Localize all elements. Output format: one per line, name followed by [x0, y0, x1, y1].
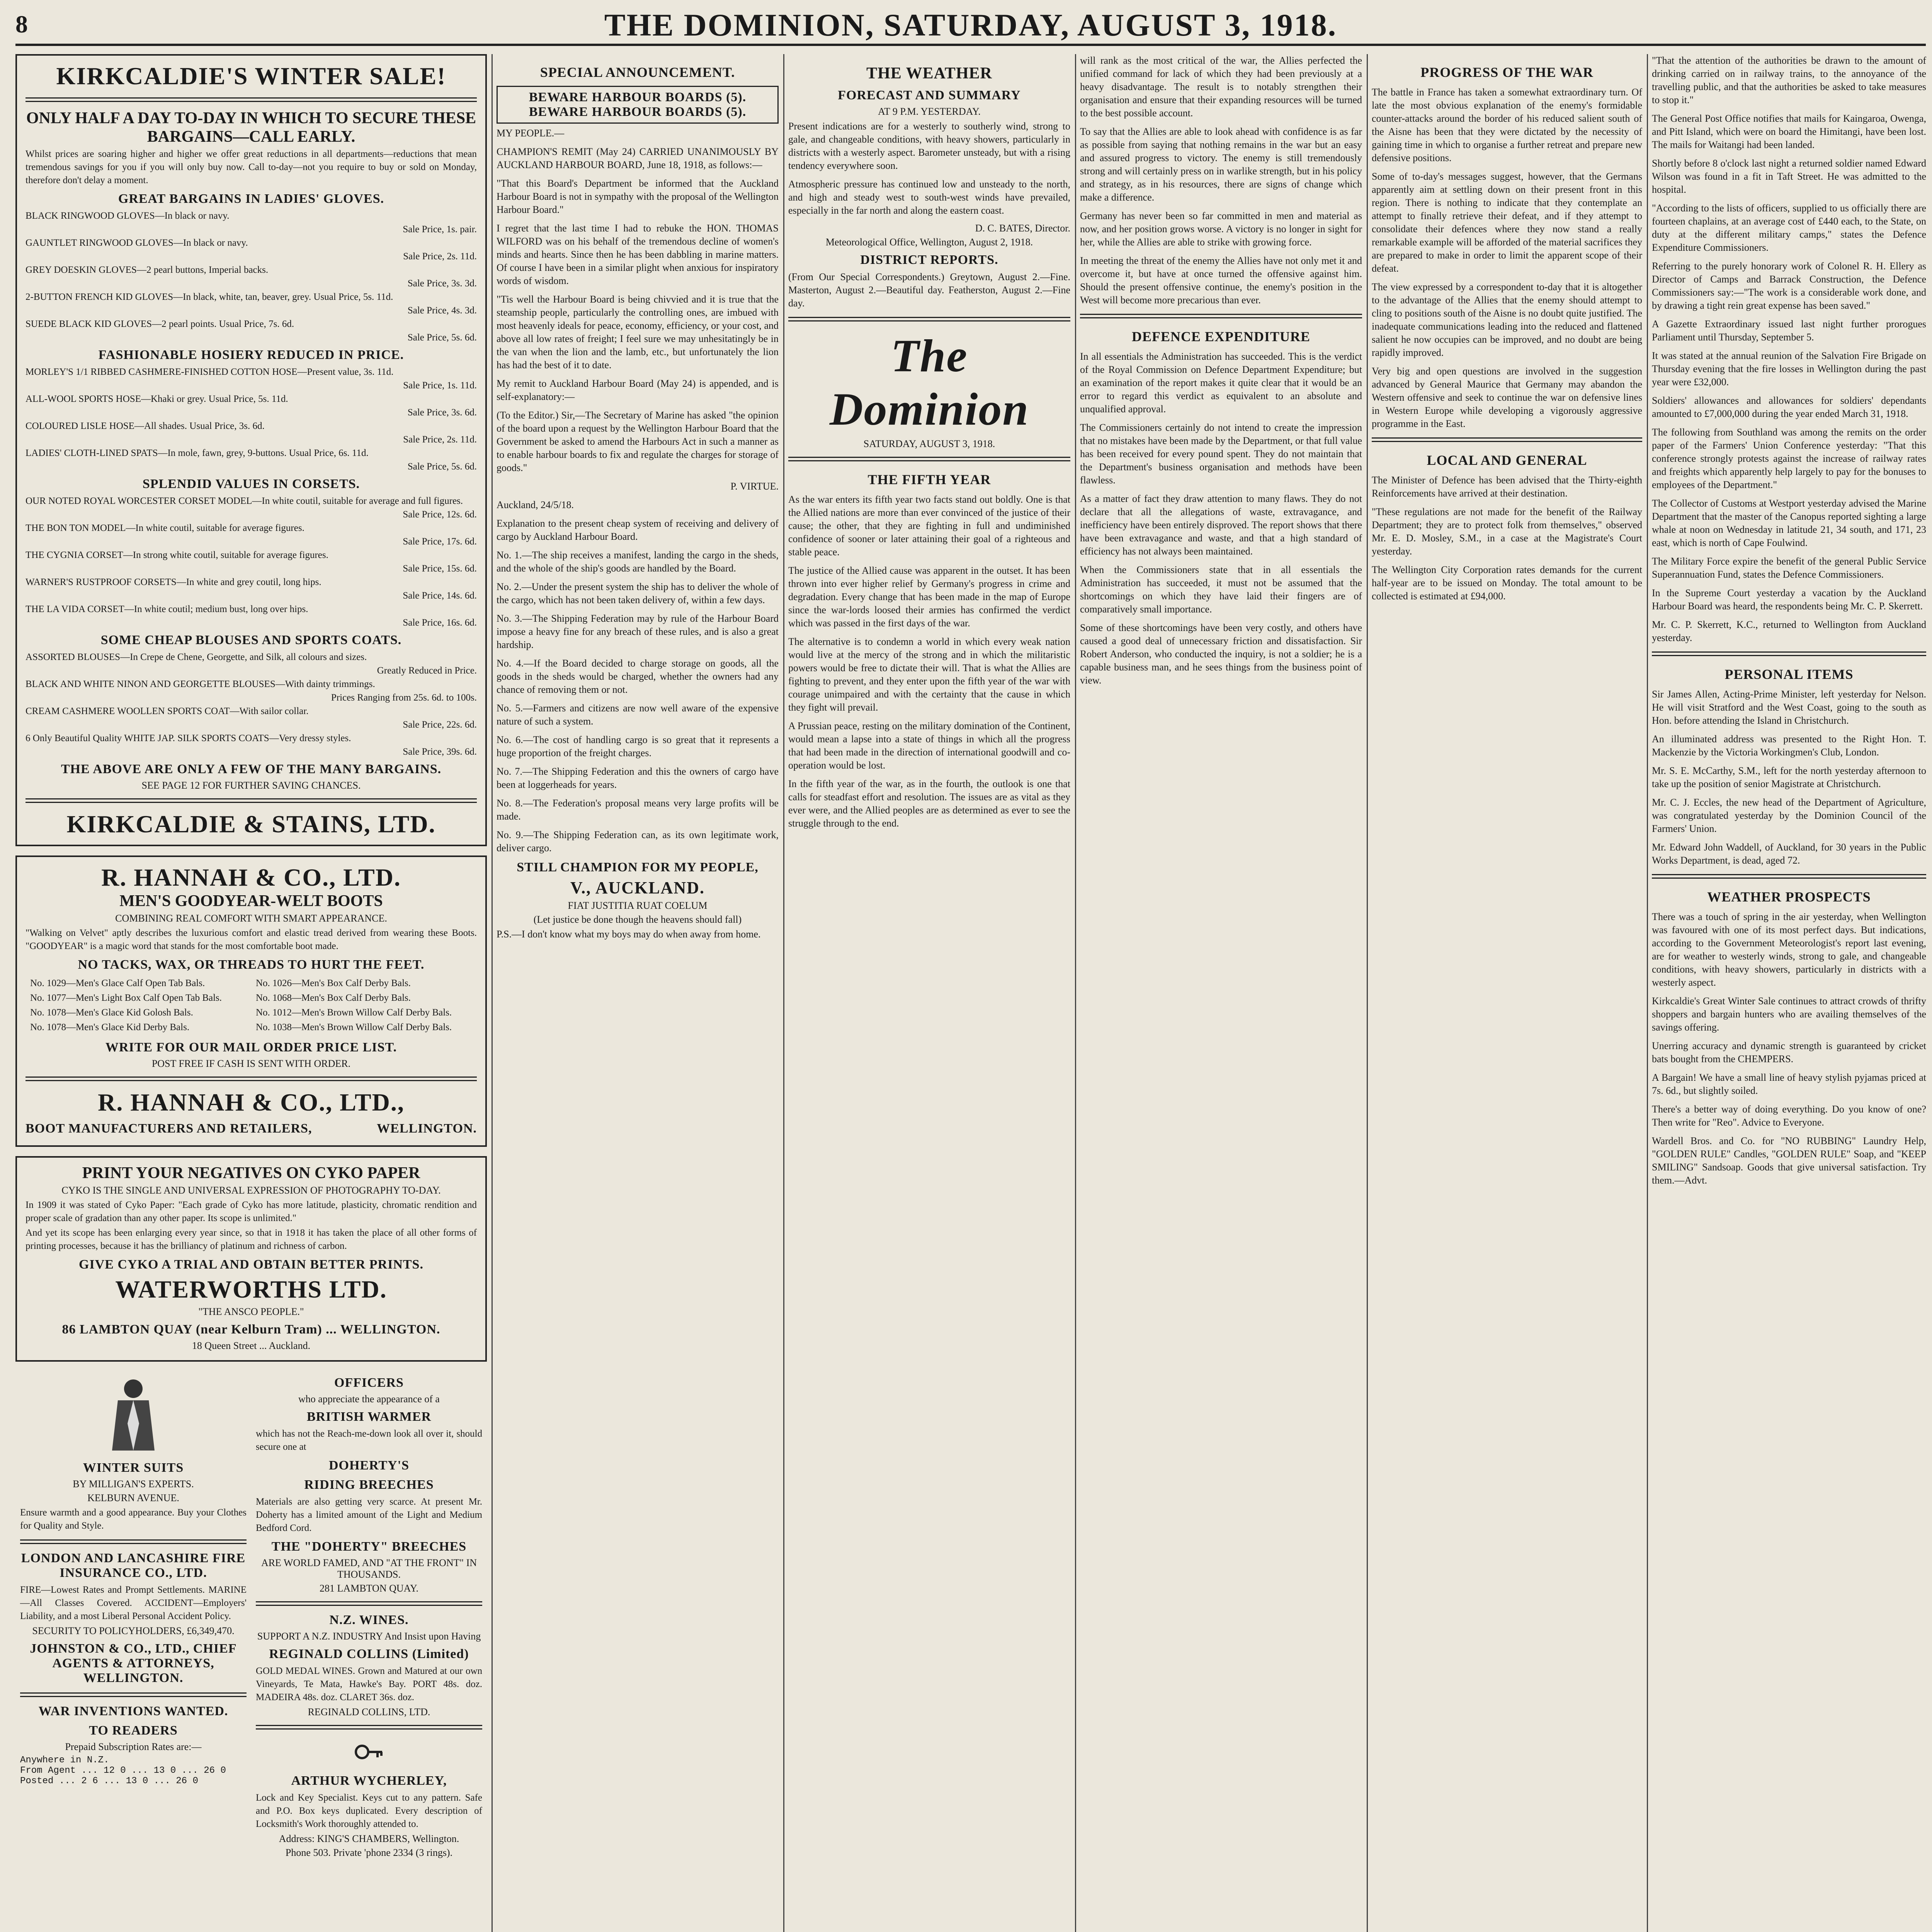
suit-illustration-icon: [100, 1377, 166, 1454]
paragraph: The General Post Office notifies that mails for Kaingaroa, Owenga, and Pitt Island, which were on board the Himitangi, have been lost. The mails for Waitangi had been landed.: [1652, 113, 1926, 150]
hosiery-item: MORLEY'S 1/1 RIBBED CASHMERE-FINISHED COTTON HOSE—Present value, 3s. 11d. Sale Price, 1s. 11d.: [26, 367, 477, 391]
paragraph: The following from Southland was among the remits on the order paper of the Farmers' Union Conference yesterday: "That this conference strongly protests against the increase of railway rates and freights which apparently help largely to pay for the bonuses to employees of the Department.": [1652, 427, 1926, 490]
paragraph: The Minister of Defence has been advised that the Thirty-eighth Reinforcements have arrived at their destination.: [1372, 474, 1642, 499]
ad-body: Lock and Key Specialist. Keys cut to any pattern. Safe and P.O. Box keys duplicated. Every description of Locksmith's Work thoroughly attended to.: [256, 1793, 482, 1829]
ad-body: In 1909 it was stated of Cyko Paper: "Each grade of Cyko has more latitude, plasticity, chromatic rendition and proper scale of gradation than any other paper. Its scope is unlimited.": [26, 1200, 477, 1223]
locksmith-address: Address: KING'S CHAMBERS, Wellington.: [279, 1833, 459, 1844]
paragraph: Atmospheric pressure has continued low and unsteady to the north, and high and steady west to south-west winds have prevailed, especially in the far north and along the eastern coast.: [788, 179, 1070, 216]
ad-body: FIRE—Lowest Rates and Prompt Settlements. MARINE—All Classes Covered. ACCIDENT—Employers' Liability, and a most Liberal Personal Accident Policy.: [20, 1585, 247, 1621]
footer-right: WELLINGTON.: [377, 1121, 477, 1136]
hosiery-item: LADIES' CLOTH-LINED SPATS—In mole, fawn, grey, 9-buttons. Usual Price, 6s. 11d. Sale Price, 5s. 6d.: [26, 448, 477, 472]
section-heading: FASHIONABLE HOSIERY REDUCED IN PRICE.: [98, 348, 404, 362]
section-heading: THE WEATHER: [866, 65, 992, 82]
divider: [1372, 437, 1642, 442]
store-address: 86 LAMBTON QUAY (near Kelburn Tram) ... WELLINGTON.: [62, 1322, 440, 1337]
paragraph: Wardell Bros. and Co. for "NO RUBBING" Laundry Help, "GOLDEN RULE" Candles, "GOLDEN RULE" Soap, and "KEEP SMILING" Sandsoap. Goods that give universal satisfaction. Try them.—Advt.: [1652, 1135, 1926, 1186]
paragraph: "These regulations are not made for the benefit of the Railway Department; they are to protect folk from themselves," observed Mr. E. D. Mosley, S.M., in a case at the Magistrate's Court yesterday.: [1372, 506, 1642, 557]
paragraph: No. 7.—The Shipping Federation and this the owners of cargo have been at loggerheads for years.: [497, 766, 779, 790]
paragraph: Shortly before 8 o'clock last night a returned soldier named Edward Wilson was found in a fit in Taft Street. He was admitted to the hospital.: [1652, 158, 1926, 195]
paragraph: No. 4.—If the Board decided to charge storage on goods, all the goods in the sheds would be charged, whether the owners had any chance of removing them or not.: [497, 658, 779, 695]
divider: [1652, 874, 1926, 879]
section-heading: LOCAL AND GENERAL: [1427, 452, 1587, 468]
dateline: Meteorological Office, Wellington, August 2, 1918.: [825, 236, 1033, 248]
kirkcaldie-ad: [15, 54, 487, 846]
news-column-right: [1652, 54, 1926, 1932]
tagline: COMBINING REAL COMFORT WITH SMART APPEARANCE.: [115, 913, 387, 924]
signature: D. C. BATES, Director.: [975, 223, 1070, 234]
editorial-column: [788, 54, 1070, 1932]
insurance-title: LONDON AND LANCASHIRE FIRE INSURANCE CO., LTD.: [21, 1551, 246, 1580]
paragraph: No. 6.—The cost of handling cargo is so great that it represents a huge proportion of the freight charges.: [497, 734, 779, 759]
boot-item: No. 1078—Men's Glace Kid Derby Bals.: [30, 1022, 190, 1032]
wines-support: SUPPORT A N.Z. INDUSTRY And Insist upon Having: [257, 1631, 481, 1642]
divider: [1652, 651, 1926, 656]
hannah-ad: [15, 855, 487, 1147]
announcement-column: [497, 54, 779, 1932]
paragraph: As a matter of fact they draw attention to many flaws. They do not declare that all the allegations of waste, extravagance, and inefficiency have been entirely disproved. The report shows that there have been extravagance and waste, and that a high standard of efficiency has not always been maintained.: [1080, 493, 1362, 557]
ad-footer: THE ABOVE ARE ONLY A FEW OF THE MANY BARGAINS.: [61, 762, 442, 776]
boot-item: No. 1029—Men's Glace Calf Open Tab Bals.: [30, 978, 205, 988]
doherty-address: 281 LAMBTON QUAY.: [320, 1583, 418, 1594]
blouse-item: ASSORTED BLOUSES—In Crepe de Chene, Georgette, and Silk, all colours and sizes. Greatly Reduced in Price.: [26, 652, 477, 676]
corset-item: WARNER'S RUSTPROOF CORSETS—In white and grey coutil, long hips. Sale Price, 14s. 6d.: [26, 577, 477, 601]
milligan-address: KELBURN AVENUE.: [87, 1492, 179, 1503]
divider: [788, 457, 1070, 461]
readers-title: TO READERS: [89, 1723, 178, 1738]
news-column: [1372, 54, 1642, 1932]
small-ads-right: [251, 1371, 487, 1861]
hosiery-item: ALL-WOOL SPORTS HOSE—Khaki or grey. Usual Price, 5s. 11d. Sale Price, 3s. 6d.: [26, 394, 477, 418]
divider: [1080, 314, 1362, 318]
paragraph: (To the Editor.) Sir,—The Secretary of Marine has asked "the opinion of the board upon a request by the Wellington Harbour Board that the Government be asked to amend the Harbours Act in such a manner as to enable harbour boards to fix and regulate the charges for storage of goods.": [497, 410, 779, 473]
ad-subheading: ONLY HALF A DAY TO-DAY IN WHICH TO SECURE THESE BARGAINS—CALL EARLY.: [26, 109, 476, 146]
paragraph: The justice of the Allied cause was apparent in the outset. It has been thrown into ever higher relief by Germany's progress in crime and degradation. Every change that has been made in the map of Europe since the war-lords loosed their armies has confirmed the verdict which was passed in the first days of the war.: [788, 565, 1070, 629]
ad-note: NO TACKS, WAX, OR THREADS TO HURT THE FEET.: [78, 957, 425, 972]
advert-column: [15, 54, 487, 1932]
store-name: R. HANNAH & CO., LTD.,: [98, 1088, 405, 1116]
weather-subheading: FORECAST AND SUMMARY: [838, 88, 1021, 102]
column-rule: [1075, 54, 1076, 1932]
divider: [20, 1539, 247, 1544]
winter-suits-title: WINTER SUITS: [83, 1461, 184, 1475]
key-icon: [354, 1736, 384, 1767]
ad-heading: PRINT YOUR NEGATIVES ON CYKO PAPER: [82, 1164, 420, 1182]
blouse-item: CREAM CASHMERE WOOLLEN SPORTS COAT—With sailor collar. Sale Price, 22s. 6d.: [26, 706, 477, 730]
breeches-tagline: ARE WORLD FAMED, AND "AT THE FRONT" IN THOUSANDS.: [261, 1557, 477, 1580]
motto: FIAT JUSTITIA RUAT COELUM: [568, 900, 707, 911]
page-title: THE DOMINION, SATURDAY, AUGUST 3, 1918.: [604, 7, 1337, 43]
store-address: 18 Queen Street ... Auckland.: [192, 1340, 311, 1351]
paragraph: "That this Board's Department be informed that the Auckland Harbour Board is not in sympathy with the proposal of the Wellington Harbour Board.": [497, 178, 779, 215]
paragraph: Mr. S. E. McCarthy, S.M., left for the north yesterday afternoon to take up the position of senior Magistrate at Christchurch.: [1652, 765, 1926, 789]
paragraph: A Gazette Extraordinary issued last night further prorogues Parliament until Thursday, September 5.: [1652, 318, 1926, 343]
corset-item: THE BON TON MODEL—In white coutil, suitable for average figures. Sale Price, 17s. 6d.: [26, 523, 477, 547]
paragraph: No. 3.—The Shipping Federation may by rule of the Harbour Board impose a heavy fine for any breach of these rules, and is also a great hardship.: [497, 613, 779, 650]
boot-list: [26, 975, 477, 1036]
paragraph: The Collector of Customs at Westport yesterday advised the Marine Department that the master of the Canopus reported sighting a large whale at noon on Wednesday in latitude 21, 34 south, and 171, 23 east, which is north of Cape Foulwind.: [1652, 498, 1926, 548]
boot-item: No. 1026—Men's Box Calf Derby Bals.: [256, 978, 411, 988]
milligan-title: BY MILLIGAN'S EXPERTS.: [73, 1478, 194, 1490]
small-ads-left: [15, 1371, 251, 1861]
paragraph: The battle in France has taken a somewhat extraordinary turn. Of late the most obvious explanation of the enemy's formidable counter-attacks around the border of his reduced salient south of the Aisne has been that they were dictated by the necessity of gaining time in which to organise a further retreat and prepare new defensive positions.: [1372, 87, 1642, 163]
dateline: Auckland, 24/5/18.: [497, 499, 574, 510]
section-heading: PERSONAL ITEMS: [1725, 667, 1854, 682]
paragraph: Unerring accuracy and dynamic strength is guaranteed by cricket bats bought from the CHEMPERS.: [1652, 1040, 1926, 1065]
divider: [256, 1601, 482, 1606]
footer-left: BOOT MANUFACTURERS AND RETAILERS,: [26, 1121, 312, 1136]
product-title: MEN'S GOODYEAR-WELT BOOTS: [119, 892, 383, 910]
paragraph: No. 2.—Under the present system the ship has to deliver the whole of the cargo, which has not been taken delivery of, within a few days.: [497, 581, 779, 605]
paragraph: Referring to the purely honorary work of Colonel R. H. Ellery as Director of Camps and Barrack Construction, the Defence Commissioners say:—"The work is a considerable work done, and by drawing a tight rein great expense has been saved.": [1652, 260, 1926, 311]
glove-item: 2-BUTTON FRENCH KID GLOVES—In black, white, tan, beaver, grey. Usual Price, 5s. 11d. Sale Price, 4s. 3d.: [26, 292, 477, 316]
mail-order-note: WRITE FOR OUR MAIL ORDER PRICE LIST.: [105, 1040, 397, 1054]
section-heading: SPECIAL ANNOUNCEMENT.: [540, 65, 735, 80]
section-heading: WEATHER PROSPECTS: [1707, 889, 1871, 905]
paragraph: CHAMPION'S REMIT (May 24) CARRIED UNANIMOUSLY BY AUCKLAND HARBOUR BOARD, June 18, 1918, as follows:—: [497, 146, 779, 170]
ad-body: Materials are also getting very scarce. At present Mr. Doherty has a limited amount of the Light and Medium Bedford Cord.: [256, 1497, 482, 1533]
paragraph: A Bargain! We have a small line of heavy stylish pyjamas priced at 7s. 6d., but slightly soiled.: [1652, 1072, 1926, 1096]
wines-title: N.Z. WINES.: [329, 1613, 409, 1627]
ad-heading: KIRKCALDIE'S WINTER SALE!: [56, 62, 446, 90]
paragraph: It was stated at the annual reunion of the Salvation Fire Brigade on Thursday evening that the fire losses in Wellington during the past year were £32,000.: [1652, 350, 1926, 388]
paragraph: (From Our Special Correspondents.) Greytown, August 2.—Fine. Masterton, August 2.—Beautiful day. Featherston, August 2.—Fine day.: [788, 271, 1070, 309]
ad-body: which has not the Reach-me-down look all over it, should secure one at: [256, 1429, 482, 1452]
store-name: WATERWORTHS LTD.: [115, 1276, 387, 1303]
masthead: [15, 7, 1926, 46]
paragraph: Germany has never been so far committed in men and material as now, and her position grows worse. A victory is no longer in sight for her, while the Allies are able to strike with growing force.: [1080, 210, 1362, 248]
paragraph: Soldiers' allowances and allowances for soldiers' dependants amounted to £7,000,000 during the year ended March 31, 1918.: [1652, 395, 1926, 419]
paragraph: The Commissioners certainly do not intend to create the impression that no mistakes have been made by the Department, or that full value has been received for every pound spent. They do not maintain that the Department's business organisation and methods have been flawless.: [1080, 422, 1362, 486]
divider: [788, 317, 1070, 321]
blouse-item: BLACK AND WHITE NINON AND GEORGETTE BLOUSES—With dainty trimmings. Prices Ranging from 25s. 6d. to 100s.: [26, 679, 477, 703]
paragraph: The alternative is to condemn a world in which every weak nation would live at the mercy of the strong and in which the militaristic powers would be free to dictate their will. That is what the Allies are fighting to prevent, and they enter upon the fifth year of the war with courage unimpaired and with the certainty that the cause in which they fight will prevail.: [788, 636, 1070, 713]
paragraph: In all essentials the Administration has succeeded. This is the verdict of the Royal Commission on Defence Department Expenditure; but an examination of the report makes it quite clear that it would be an error to regard this verdict as equivalent to an absolute and unqualified approval.: [1080, 351, 1362, 415]
officers-title: OFFICERS: [334, 1376, 404, 1390]
ad-subheading: CYKO IS THE SINGLE AND UNIVERSAL EXPRESSION OF PHOTOGRAPHY TO-DAY.: [61, 1185, 441, 1196]
wines-maker: REGINALD COLLINS (Limited): [269, 1647, 469, 1661]
paragraph: There was a touch of spring in the air yesterday, when Wellington was favoured with one of its most perfect days. But indications, according to the Government Meteorologist's report last evening, are for weather to westerly winds, strong to gale, and changeable conditions, with heavy showers, particularly in districts with a westerly aspect.: [1652, 911, 1926, 988]
glove-item: GAUNTLET RINGWOOD GLOVES—In black or navy. Sale Price, 2s. 11d.: [26, 238, 477, 262]
paragraph: Some of these shortcomings have been very costly, and others have caused a good deal of unnecessary friction and dissatisfaction. Sir Robert Anderson, who conducted the inquiry, is not a soldier; he is a capable business man, and he sees things from the business point of view.: [1080, 622, 1362, 686]
paragraph: In meeting the threat of the enemy the Allies have not only met it and overcome it, but have at once turned the offensive against him. Should the present offensive continue, the enemy's position in the West will become more precarious than ever.: [1080, 255, 1362, 306]
paragraph: "According to the lists of officers, supplied to us officially there are fourteen chaplains, at an average cost of £440 each, to the State, on duty at the different military camps," states the Defence Expenditure Commissioners.: [1652, 202, 1926, 253]
ad-body: who appreciate the appearance of a: [298, 1393, 440, 1405]
section-heading: PROGRESS OF THE WAR: [1420, 65, 1594, 80]
ad-body: GOLD MEDAL WINES. Grown and Matured at our own Vineyards, Te Mata, Hawke's Bay. PORT 48s. doz. MADEIRA 48s. doz. CLARET 36s. doz.: [256, 1666, 482, 1702]
paragraph: Present indications are for a westerly to southerly wind, strong to gale, and changeable conditions, with heavy showers, particularly in districts with a westerly aspect. Barometer unsteady, but with a rising tendency everywhere soon.: [788, 121, 1070, 171]
boot-item: No. 1068—Men's Box Calf Derby Bals.: [256, 993, 411, 1003]
greeting: MY PEOPLE.—: [497, 128, 565, 139]
glove-item: SUEDE BLACK KID GLOVES—2 pearl points. Usual Price, 7s. 6d. Sale Price, 5s. 6d.: [26, 319, 477, 343]
inventions-title: WAR INVENTIONS WANTED.: [38, 1704, 228, 1718]
divider: [26, 97, 477, 102]
subs-row: Anywhere in N.Z.: [20, 1755, 109, 1765]
section-heading: SOME CHEAP BLOUSES AND SPORTS COATS.: [100, 633, 402, 647]
boot-item: No. 1012—Men's Brown Willow Calf Derby Bals.: [256, 1007, 452, 1018]
paragraph: Some of to-day's messages suggest, however, that the Germans apparently aim at settling down on their present front in this region. There is nothing to indicate that they contemplate an attempt to finally retrieve their defeat, and if they attempt to consolidate their defences where they now stand a really remarkable example will be afforded of the material sacrifices they are prepared to make in order to limit the apparent scope of their defeat.: [1372, 171, 1642, 274]
column-rule: [492, 54, 493, 1932]
divider: [26, 1077, 477, 1081]
paragraph: In the fifth year of the war, as in the fourth, the outlook is one that calls for steadfast effort and resolution. The issues are as vital as they ever were, and the Allied peoples are as determined as ever to see the struggle through to the end.: [788, 778, 1070, 829]
subs-row: Posted ... 2 6 ... 13 0 ... 26 0: [20, 1776, 198, 1786]
ad-body: "Walking on Velvet" aptly describes the luxurious comfort and elastic tread derived from wearing these Boots. "GOODYEAR" is a magic word that stands for the most comfortable boot made.: [26, 928, 477, 951]
divider: [20, 1692, 247, 1697]
subs-title: Prepaid Subscription Rates are:—: [65, 1741, 202, 1752]
paragraph: The Wellington City Corporation rates demands for the current half-year are to be issued on Monday. The total amount to be collected is estimated at £94,000.: [1372, 564, 1642, 602]
paragraph: Mr. C. P. Skerrett, K.C., returned to Wellington from Auckland yesterday.: [1652, 619, 1926, 643]
paragraph: Kirkcaldie's Great Winter Sale continues to attract crowds of thrifty shoppers and bargain hunters who are availing themselves of the savings offering.: [1652, 995, 1926, 1033]
locksmith-phone: Phone 503. Private 'phone 2334 (3 rings).: [285, 1847, 453, 1858]
post-note: POST FREE IF CASH IS SENT WITH ORDER.: [151, 1058, 351, 1069]
corset-item: THE LA VIDA CORSET—In white coutil; medium bust, long over hips. Sale Price, 16s. 6d.: [26, 604, 477, 628]
column-rule: [783, 54, 784, 1932]
paragraph: My remit to Auckland Harbour Board (May 24) is appended, and is self-explanatory:—: [497, 378, 779, 402]
editorial-heading: DEFENCE EXPENDITURE: [1131, 329, 1311, 344]
breeches-title: THE "DOHERTY" BREECHES: [271, 1539, 467, 1554]
signoff: STILL CHAMPION FOR MY PEOPLE,: [517, 860, 759, 874]
paragraph: No. 8.—The Federation's proposal means very large profits will be made.: [497, 798, 779, 822]
small-ads: [15, 1371, 487, 1861]
ad-heading: R. HANNAH & CO., LTD.: [101, 864, 401, 891]
signoff-name: V., AUCKLAND.: [570, 878, 705, 897]
column-rule: [1647, 54, 1648, 1932]
ad-cta: GIVE CYKO A TRIAL AND OBTAIN BETTER PRINTS.: [79, 1257, 423, 1272]
ad-body: Ensure warmth and a good appearance. Buy your Clothes for Quality and Style.: [20, 1507, 247, 1531]
paragraph: When the Commissioners state that in all essentials the Administration has succeeded, it must not be assumed that the shortcomings on which they have laid their fingers are of comparatively small importance.: [1080, 564, 1362, 615]
district-heading: DISTRICT REPORTS.: [860, 253, 998, 267]
paragraph: No. 9.—The Shipping Federation can, as its own legitimate work, deliver cargo.: [497, 829, 779, 854]
weather-time: AT 9 P.M. YESTERDAY.: [878, 106, 981, 117]
paragraph: "Tis well the Harbour Board is being chivvied and it is true that the steamship people, particularly the controlling ones, are imbued with most heavenly ideals for peace, economy, efficiency, or your cost, and above all low rates of freight; I feel sure we may unhesitatingly be in the van when the lion and the lamb, etc., but unfortunately the lion has had the best of it to date.: [497, 294, 779, 371]
paragraph: will rank as the most critical of the war, the Allies perfected the unified command for lack of which they had been previously at a heavy disadvantage. The result is to notably strengthen their organisation and ensure that their expanding resources will be turned to the best possible account.: [1080, 55, 1362, 119]
divider: [26, 798, 477, 803]
paragraph: Sir James Allen, Acting-Prime Minister, left yesterday for Nelson. He will visit Stratford and the West Coast, going to the south as Hon. before attending the Island in Christchurch.: [1652, 689, 1926, 726]
paragraph: I regret that the last time I had to rebuke the HON. THOMAS WILFORD was on his behalf of the tremendous decline of women's minds and hearts. Since then he has been dabbling in marine matters. Of course I have been in a similar plight when anxious for inspiratory words of wisdom.: [497, 223, 779, 286]
paragraph: The Military Force expire the benefit of the general Public Service Superannuation Fund, states the Defence Commissioners.: [1652, 556, 1926, 580]
motto-translation: (Let justice be done though the heavens should fall): [533, 914, 742, 925]
ad-footer: SEE PAGE 12 FOR FURTHER SAVING CHANCES.: [141, 780, 361, 791]
paragraph: A Prussian peace, resting on the military domination of the Continent, would mean a lapse into a state of things in which all the progress that had been made in the direction of international goodwill and co-operation would be lost.: [788, 720, 1070, 771]
paragraph: The view expressed by a correspondent to-day that it is altogether to the advantage of the Allies that the enemy should attempt to cling to positions south of the Aisne is no doubt quite justified. The inadequate communications leading into the reduced and flattened salient he now occupies can be improved, and no doubt are being rapidly improved.: [1372, 281, 1642, 358]
paragraph: Very big and open questions are involved in the suggestion advanced by General Maurice that Germany may abandon the Western offensive and seek to continue the war on defensive lines in Western Europe while developing a vigorously aggressive programme in the East.: [1372, 366, 1642, 429]
cyko-ad: [15, 1156, 487, 1362]
ad-body: And yet its scope has been enlarging every year since, so that in 1918 it has taken the place of all other forms of printing processes, because it has the brilliancy of platinum and richness of carbon.: [26, 1228, 477, 1251]
doherty-name: DOHERTY'S: [328, 1458, 410, 1473]
paragraph: "That the attention of the authorities be drawn to the amount of drinking carried on in railway trains, to the annoyance of the travelling public, and that the authorities be asked to take measures to stop it.": [1652, 55, 1926, 105]
editorial-continued-column: [1080, 54, 1362, 1932]
signature: P. VIRTUE.: [730, 481, 779, 492]
ad-footer: [26, 1117, 477, 1139]
newspaper-nameplate: The Dominion: [829, 330, 1029, 435]
ad-intro: Whilst prices are soaring higher and higher we offer great reductions in all departments—reductions that mean tremendous savings for you if you will only buy now. Call to-day—not you require to buy or sold on Monday, therefore don't delay a moment.: [26, 149, 477, 185]
corset-item: THE CYGNIA CORSET—In strong white coutil, suitable for average figures. Sale Price, 15s. 6d.: [26, 550, 477, 574]
section-heading: GREAT BARGAINS IN LADIES' GLOVES.: [118, 192, 384, 206]
boot-item: No. 1078—Men's Glace Kid Golosh Bals.: [30, 1007, 193, 1018]
paragraph: Mr. Edward John Waddell, of Auckland, for 30 years in the Public Works Department, is dead, aged 72.: [1652, 842, 1926, 866]
warmer-title: BRITISH WARMER: [306, 1410, 432, 1424]
insurance-agents: JOHNSTON & CO., LTD., CHIEF AGENTS & ATTORNEYS, WELLINGTON.: [30, 1641, 237, 1685]
section-heading: SPLENDID VALUES IN CORSETS.: [142, 477, 360, 491]
boot-item: No. 1038—Men's Brown Willow Calf Derby Bals.: [256, 1022, 452, 1032]
insurance-security: SECURITY TO POLICYHOLDERS, £6,349,470.: [32, 1625, 235, 1636]
store-tagline: "THE ANSCO PEOPLE.": [198, 1306, 304, 1317]
hosiery-item: COLOURED LISLE HOSE—All shades. Usual Price, 3s. 6d. Sale Price, 2s. 11d.: [26, 421, 477, 445]
paragraph: No. 1.—The ship receives a manifest, landing the cargo in the sheds, and the whole of the ship's goods are handled by the Board.: [497, 549, 779, 574]
divider: [256, 1725, 482, 1730]
paragraph: No. 5.—Farmers and citizens are now well aware of the expensive nature of such a system.: [497, 702, 779, 727]
paragraph: To say that the Allies are able to look ahead with confidence is as far as possible from saying that nothing remains in the war but an easy and assured progress to victory. The enemy is still tremendously strong and will certainly press on in warlike strength, but in his policy and strategy, as in his resources, there are signs of change which make a difference.: [1080, 126, 1362, 203]
corset-item: OUR NOTED ROYAL WORCESTER CORSET MODEL—In white coutil, suitable for average and full figures. Sale Price, 12s. 6d.: [26, 496, 477, 520]
page-number: 8: [15, 10, 28, 38]
wines-maker-footer: REGINALD COLLINS, LTD.: [308, 1706, 430, 1718]
column-rule: [1367, 54, 1368, 1932]
riding-title: RIDING BREECHES: [304, 1478, 434, 1492]
boot-item: No. 1077—Men's Light Box Calf Open Tab Bals.: [30, 993, 222, 1003]
paragraph: There's a better way of doing everything. Do you know of one? Then write for "Reo". Advice to Everyone.: [1652, 1104, 1926, 1128]
glove-item: BLACK RINGWOOD GLOVES—In black or navy. Sale Price, 1s. pair.: [26, 211, 477, 235]
editorial-heading: THE FIFTH YEAR: [867, 472, 991, 487]
paragraph: Explanation to the present cheap system of receiving and delivery of cargo by Auckland Harbour Board.: [497, 518, 779, 542]
paragraph: As the war enters its fifth year two facts stand out boldly. One is that the Allied nations are more than ever convinced of the justice of their cause; the other, that they are fighting in full and undiminished confidence of sooner or later attaining their goal of a righteous and stable peace.: [788, 494, 1070, 558]
locksmith-title: ARTHUR WYCHERLEY,: [291, 1774, 447, 1788]
subs-row: From Agent ... 12 0 ... 13 0 ... 26 0: [20, 1765, 226, 1776]
paragraph: In the Supreme Court yesterday a vacation by the Auckland Harbour Board was heard, the respondents being Mr. C. P. Skerrett.: [1652, 587, 1926, 612]
glove-item: GREY DOESKIN GLOVES—2 pearl buttons, Imperial backs. Sale Price, 3s. 3d.: [26, 265, 477, 289]
issue-date: SATURDAY, AUGUST 3, 1918.: [863, 438, 995, 449]
ad-heading: BEWARE HARBOUR BOARDS (5). BEWARE HARBOUR BOARDS (5).: [497, 86, 779, 124]
paragraph: An illuminated address was presented to the Right Hon. T. Mackenzie by the Victoria Workingmen's Club, London.: [1652, 733, 1926, 758]
store-name: KIRKCALDIE & STAINS, LTD.: [66, 810, 436, 838]
postscript: P.S.—I don't know what my boys may do when away from home.: [497, 929, 761, 940]
paragraph: Mr. C. J. Eccles, the new head of the Department of Agriculture, was congratulated yesterday by the Dominion Council of the Farmers' Union.: [1652, 797, 1926, 834]
blouse-item: 6 Only Beautiful Quality WHITE JAP. SILK SPORTS COATS—Very dressy styles. Sale Price, 39s. 6d.: [26, 733, 477, 757]
